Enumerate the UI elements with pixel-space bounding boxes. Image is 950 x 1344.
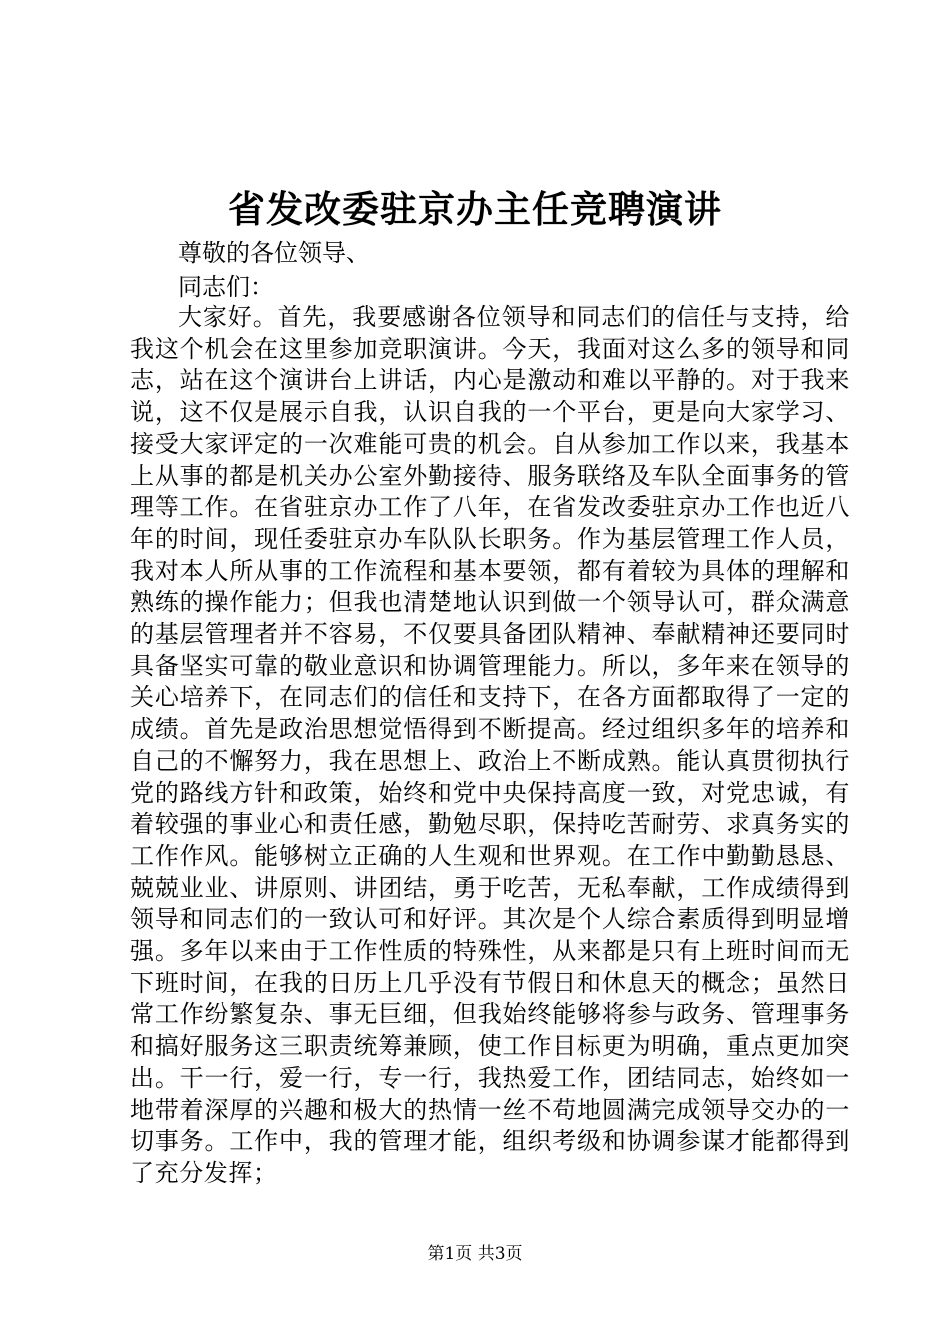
salutation-line-1: 尊敬的各位领导、 (178, 239, 370, 267)
document-title: 省发改委驻京办主任竞聘演讲 (228, 187, 722, 231)
salutation-line-2: 同志们： (178, 273, 274, 301)
body-paragraph: 大家好。首先，我要感谢各位领导和同志们的信任与支持，给我这个机会在这里参加竞职演讲。今天，我面对这么多的领导和同志，站在这个演讲台上讲话，内心是激动和难以平静的。对于我来说，这不仅是展示自我，认识自我的一个平台，更是向大家学习、接受大家评定的一次难能可贵的机会。自从参加工作以来，我基本上从事的都是机关办公室外勤接待、服务联络及车队全面事务的管理等工作。在省驻京办工作了八年，在省发改委驻京办工作也近八年的时间，现任委驻京办车队队长职务。作为基层管理工作人员，我对本人所从事的工作流程和基本要领，都有着较为具体的理解和熟练的操作能力；但我也清楚地认识到做一个领导认可，群众满意的基层管理者并不容易，不仅要具备团队精神、奉献精神还要同时具备坚实可靠的敬业意识和协调管理能力。所以，多年来在领导的关心培养下，在同志们的信任和支持下，在各方面都取得了一定的成绩。首先是政治思想觉悟得到不断提高。经过组织多年的培养和自己的不懈努力，我在思想上、政治上不断成熟。能认真贯彻执行党的路线方针和政策，始终和党中央保持高度一致，对党忠诚，有着较强的事业心和责任感，勤勉尽职，保持吃苦耐劳、求真务实的工作作风。能够树立正确的人生观和世界观。在工作中勤勤恳恳、兢兢业业、讲原则、讲团结，勇于吃苦，无私奉献，工作成绩得到领导和同志们的一致认可和好评。其次是个人综合素质得到明显增强。多年以来由于工作性质的特殊性，从来都是只有上班时间而无下班时间，在我的日历上几乎没有节假日和休息天的概念；虽然日常工作纷繁复杂、事无巨细，但我始终能够将参与政务、管理事务和搞好服务这三职责统筹兼顾，使工作目标更为明确，重点更加突出。干一行，爱一行，专一行，我热爱工作，团结同志，始终如一地带着深厚的兴趣和极大的热情一丝不苟地圆满完成领导交办的一切事务。工作中，我的管理才能，组织考级和协调参谋才能都得到了充分发挥； (130, 303, 850, 1187)
page-footer: 第1页 共3页 (427, 1244, 523, 1264)
